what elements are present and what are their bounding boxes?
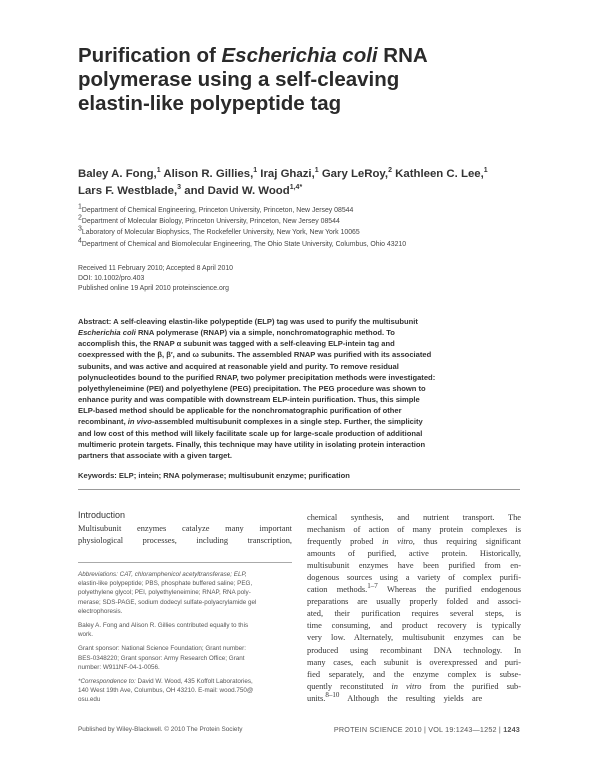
affiliation-text: Department of Chemical and Biomolecular Engineering, The Ohio State University, Columbus, Ohio 43210 xyxy=(81,240,407,248)
abstract xyxy=(78,316,526,461)
body-text: Whereas the purified endogenous xyxy=(377,585,522,595)
body-line xyxy=(307,536,521,548)
author-affil-mark: 3 xyxy=(177,184,182,192)
affiliation xyxy=(78,205,548,216)
author-name: Iraj Ghazi, xyxy=(257,168,315,180)
body-line: time consuming, and product recovery is typically xyxy=(307,621,521,631)
body-line: multisubunit enzymes have been purified from en- xyxy=(307,561,521,571)
footnote-line: osu.edu xyxy=(78,696,101,704)
author-affil-mark: 1 xyxy=(253,167,258,175)
section-heading-introduction: Introduction xyxy=(78,510,126,520)
footnote-line: electrophoresis. xyxy=(78,607,123,615)
body-line: dogenous sources using a variety of complex purifi- xyxy=(307,573,521,583)
body-line: fied separately, and the enzyme complex is subse- xyxy=(307,669,521,679)
body-text: cation methods. xyxy=(307,585,368,595)
volume-pages: VOL 19:1243—1252 xyxy=(428,725,497,734)
footnote-line: work. xyxy=(78,631,94,639)
title-line-1-start: Purification of xyxy=(78,44,222,67)
title-line-2: polymerase using a self-cleaving xyxy=(78,68,400,91)
footnote-equal-contribution xyxy=(78,621,292,639)
keywords: Keywords: ELP; intein; RNA polymerase; multisubunit enzyme; purification xyxy=(78,471,350,480)
footnote-line: elastin-like polypeptide; PBS, phosphate buffered saline; PEG, xyxy=(78,580,253,588)
affiliation xyxy=(78,216,548,227)
author-affil-mark: 1,4* xyxy=(289,184,303,192)
body-line: amounts of purified, active protein. Historically, xyxy=(307,549,521,559)
abstract-italic: in vivo xyxy=(127,417,152,427)
abstract-line: polyethyleneimine (PEI) and polyethylene (PEG) precipitation. The PEG procedure was shown to xyxy=(78,383,426,393)
title-organism: Escherichia coli xyxy=(221,44,378,67)
author-list xyxy=(78,166,548,200)
footnote-line: number: W911NF-04-1-0056. xyxy=(78,663,160,671)
body-italic: in vitro xyxy=(382,537,413,547)
author-name: Baley A. Fong, xyxy=(78,168,157,180)
footnote-correspondence xyxy=(78,677,292,705)
body-text: frequently probed xyxy=(307,537,383,547)
abstract-line: subunits, and was active and acquired at reasonable yield and purity. To remove residual xyxy=(78,361,399,371)
footer-separator: | xyxy=(496,725,504,734)
body-italic: in vitro xyxy=(391,681,422,691)
abstract-line xyxy=(78,327,526,338)
body-text: units. xyxy=(307,693,326,703)
affiliation-mark: 3 xyxy=(78,226,82,234)
footnote-line: David W. Wood, 435 Koffolt Laboratories, xyxy=(135,678,253,686)
affiliation-mark: 2 xyxy=(78,214,82,222)
body-line: mechanism of action of many protein complexes is xyxy=(307,525,521,535)
affiliation-mark: 1 xyxy=(78,203,82,211)
title-line-3: elastin-like polypeptide tag xyxy=(78,92,342,115)
article-title xyxy=(78,44,518,116)
body-line: ated, their purification requires several steps, is xyxy=(307,609,521,619)
author-name: Gary LeRoy, xyxy=(318,168,389,180)
doi: DOI: 10.1002/pro.403 xyxy=(78,275,145,283)
footnote-divider xyxy=(78,562,292,563)
body-line: chemical synthesis, and nutrient transport. The xyxy=(307,513,521,522)
footnote-line: Abbreviations: CAT, chloramphenicol acetyltransferase; ELP, xyxy=(78,571,247,578)
footnote-line: merase; SDS-PAGE, sodium dodecyl sulfate-polyacrylamide gel xyxy=(78,598,257,606)
abstract-line: ELP-based method should be applicable for the nonchromatographic purification of other xyxy=(78,406,402,416)
affiliation xyxy=(78,227,548,238)
abstract-text: recombinant, xyxy=(78,417,128,427)
affiliation-mark: 4 xyxy=(78,237,82,245)
author-name: Lars F. Westblade, xyxy=(78,185,178,197)
footnote-line: Baley A. Fong and Alison R. Gillies contributed equally to this xyxy=(78,622,249,630)
body-line: very low. Alternately, multisubunit enzymes can be xyxy=(307,633,521,643)
title-line-1-end: RNA xyxy=(377,44,428,67)
body-line: many cases, each subunit is overexpressed and puri- xyxy=(307,657,521,667)
footnote-grant xyxy=(78,644,292,672)
abstract-organism: Escherichia coli xyxy=(78,328,136,338)
body-line: produced using recombinant DNA technology. In xyxy=(307,645,521,655)
affiliation-text: Department of Chemical Engineering, Princeton University, Princeton, New Jersey 08544 xyxy=(81,207,354,214)
body-text: , thus requiring significant xyxy=(412,537,521,547)
journal-name: PROTEIN SCIENCE 2010 xyxy=(333,725,422,734)
abstract-text: -assembled multisubunit complexes in a single step. Further, the simplicity xyxy=(151,417,423,427)
author-affil-mark: 2 xyxy=(388,167,392,175)
abstract-line: enhance purity and was compatible with downstream ELP-intein purification. Thus, this simple xyxy=(78,395,420,405)
body-line: Multisubunit enzymes catalyze many important xyxy=(78,524,292,533)
footer-separator: | xyxy=(421,725,429,734)
body-line: physiological processes, including transcription, xyxy=(78,536,292,546)
affiliation-text: Department of Molecular Biology, Princeton University, Princeton, New Jersey 08544 xyxy=(81,218,340,226)
body-text: Although the resulting yields are xyxy=(339,693,483,703)
abstract-line: and low cost of this method will likely facilitate scale up for large-scale production of additional xyxy=(78,428,423,438)
body-line: preparations are usually properly folded and associ- xyxy=(307,597,521,607)
body-column-right xyxy=(307,512,521,705)
abstract-line xyxy=(78,416,526,427)
body-line xyxy=(307,584,521,596)
footnote-line: Grant sponsor: National Science Foundation; Grant number: xyxy=(78,645,247,653)
abstract-text: RNA polymerase (RNAP) via a simple, nonchromatographic method. To xyxy=(135,328,395,338)
author-name: Kathleen C. Lee, xyxy=(392,168,484,180)
abstract-line: accomplish this, the RNAP α subunit was tagged with a self-cleaving ELP-intein tag and xyxy=(78,339,395,349)
body-column-left xyxy=(78,523,292,547)
affiliation xyxy=(78,239,548,250)
published-date: Published online 19 April 2010 proteinscience.org xyxy=(78,285,229,293)
affiliation-text: Laboratory of Molecular Biophysics, The Rockefeller University, New York, New York 10065 xyxy=(81,229,360,237)
affiliation-list xyxy=(78,205,548,250)
footnote-line: 140 West 19th Ave, Columbus, OH 43210. E-mail: wood.750@ xyxy=(78,687,254,695)
footnote-abbreviations xyxy=(78,570,292,616)
author-name: and David W. Wood xyxy=(181,185,290,197)
abstract-line: polynucleotides bound to the purified RNAP, two polymer precipitation methods were investigated: xyxy=(78,372,436,382)
page-number: 1243 xyxy=(503,725,520,734)
abstract-line: multimeric protein targets. Finally, this technique may have utility in isolating protein interaction xyxy=(78,439,426,449)
correspondence-label: *Correspondence to: xyxy=(78,678,136,686)
section-divider xyxy=(78,489,520,490)
abstract-line: Abstract: A self-cleaving elastin-like polypeptide (ELP) tag was used to purify the multisubunit xyxy=(78,317,418,326)
footnote-line: BES-0348220; Grant sponsor: Army Research Office; Grant xyxy=(78,654,245,662)
body-text: from the purified sub- xyxy=(421,681,521,691)
citation-mark: 1–7 xyxy=(367,582,378,591)
body-line xyxy=(307,690,521,705)
author-affil-mark: 1 xyxy=(314,167,319,175)
author-name: Alison R. Gillies, xyxy=(160,168,254,180)
citation-mark: 8–10 xyxy=(325,690,340,699)
publisher-notice: Published by Wiley-Blackwell. © 2010 The Protein Society xyxy=(78,726,243,733)
article-history xyxy=(78,264,378,295)
received-date: Received 11 February 2010; Accepted 8 April 2010 xyxy=(78,265,234,272)
author-affil-mark: 1 xyxy=(483,167,488,175)
abstract-line: coexpressed with the β, β′, and ω subunits. The assembled RNAP was purified with its associated xyxy=(78,350,432,360)
body-text: quently reconstituted xyxy=(307,681,392,691)
abstract-line: partners that associate with a given target. xyxy=(78,450,233,460)
footnote-line: polyethylene glycol; PEI, polyethyleneimine; RNAP, RNA poly- xyxy=(78,589,251,597)
author-affil-mark: 1 xyxy=(156,167,161,175)
journal-citation xyxy=(334,725,520,734)
footnotes xyxy=(78,570,292,710)
